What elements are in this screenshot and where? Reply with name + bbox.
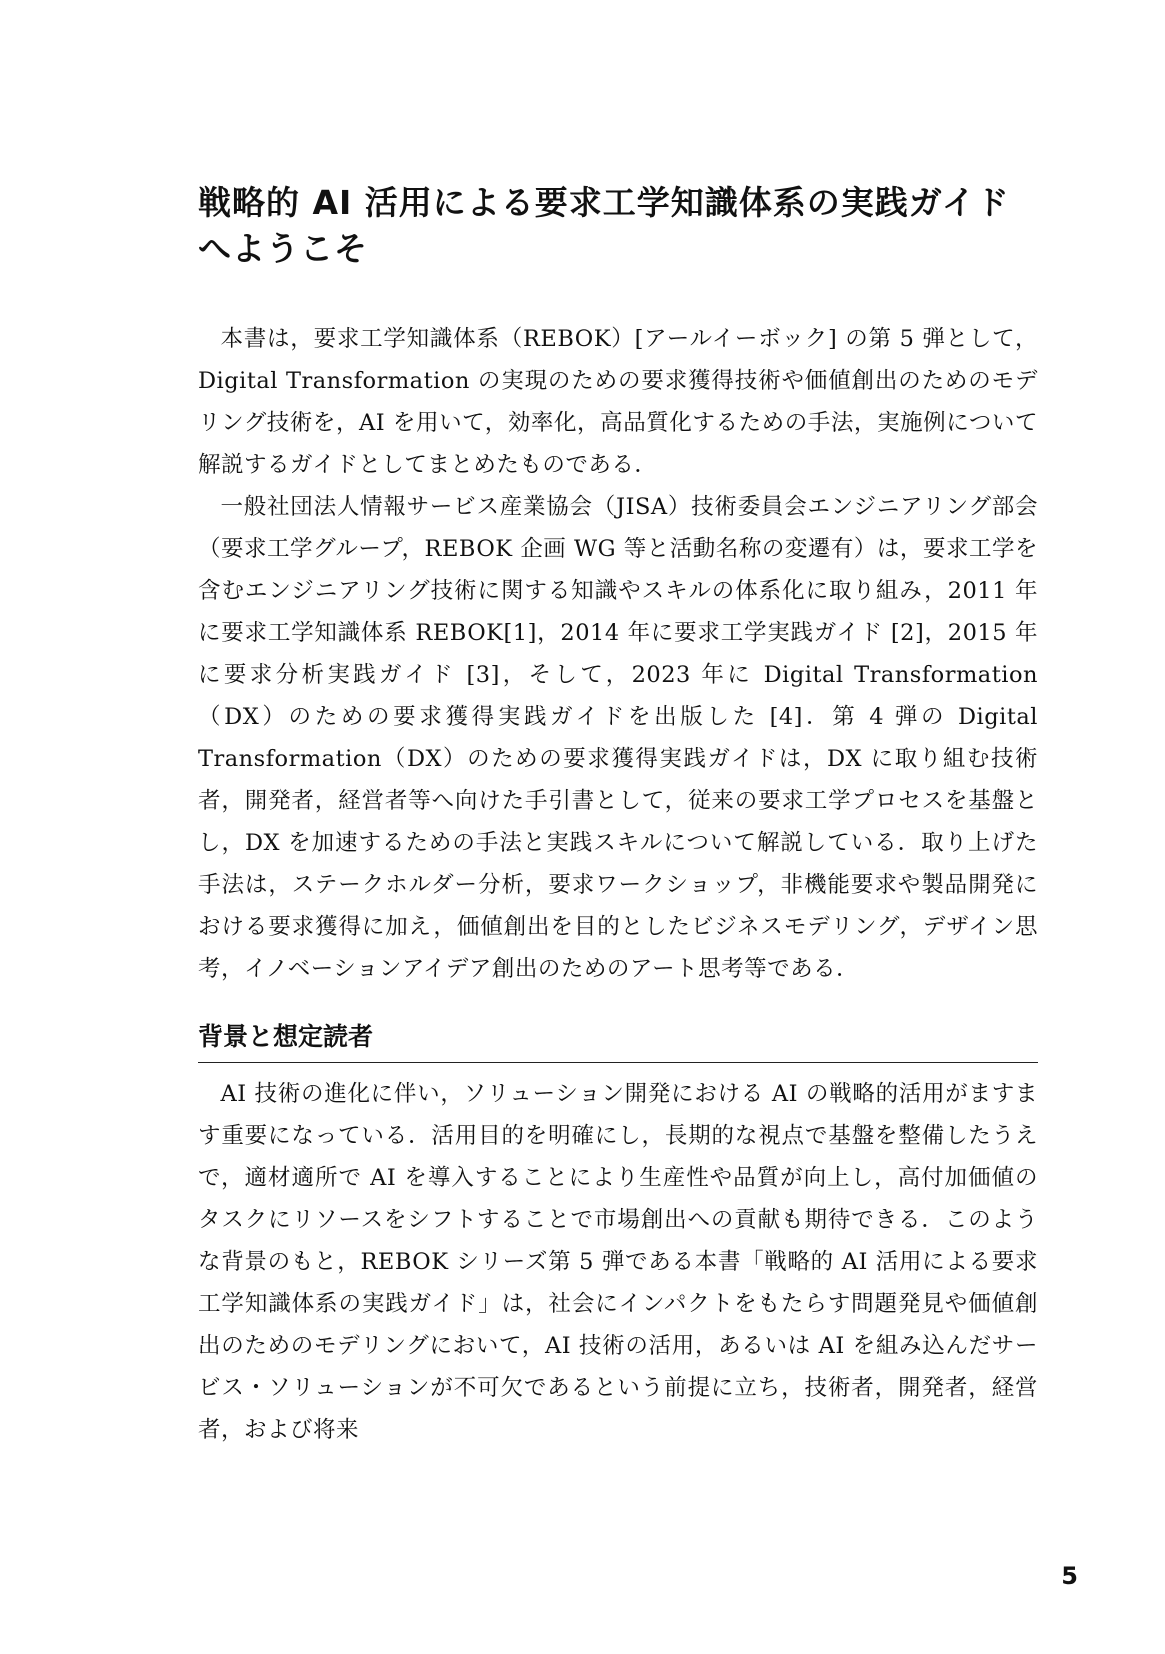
section-paragraph-1: AI 技術の進化に伴い，ソリューション開発における AI の戦略的活用がますます重要になっている．活用目的を明確にし，長期的な視点で基盤を整備したうえで，適材適所で AI を導入することにより生産性や品質が向上し，高付加価値のタスクにリソースをシフトすることで市場創出への貢献も期待できる．このような背景のもと，REBOK シリーズ第 5 弾である本書「戦略的 AI 活用による要求工学知識体系の実践ガイド」は，社会にインパクトをもたらす問題発見や価値創出のためのモデリングにおいて，AI 技術の活用，あるいは AI を組み込んだサービス・ソリューションが不可欠であるという前提に立ち，技術者，開発者，経営者，および将来 bbox=[198, 1081, 1038, 1443]
chapter-title: 戦略的 AI 活用による要求工学知識体系の実践ガイドへようこそ bbox=[198, 183, 1010, 268]
section-heading: 背景と想定読者 bbox=[198, 1020, 1038, 1063]
page-content bbox=[198, 180, 1038, 1451]
intro-paragraph-1: 本書は，要求工学知識体系（REBOK）[アールイーボック] の第 5 弾として，Digital Transformation の実現のための要求獲得技術や価値創出のためのモデリング技術を，AI を用いて，効率化，高品質化するための手法，実施例について解説するガイドとしてまとめたものである． bbox=[198, 326, 1038, 478]
page-number: 5 bbox=[1061, 1562, 1078, 1590]
intro-paragraph-2: 一般社団法人情報サービス産業協会（JISA）技術委員会エンジニアリング部会（要求工学グループ，REBOK 企画 WG 等と活動名称の変遷有）は，要求工学を含むエンジニアリング技術に関する知識やスキルの体系化に取り組み，2011 年に要求工学知識体系 REBOK[1]，2014 年に要求工学実践ガイド [2]，2015 年に要求分析実践ガイド [3]，そして，2023 年に Digital Transformation（DX）のための要求獲得実践ガイドを出版した [4]．第 4 弾の Digital Transformation（DX）のための要求獲得実践ガイドは，DX に取り組む技術者，開発者，経営者等へ向けた手引書として，従来の要求工学プロセスを基盤とし，DX を加速するための手法と実践スキルについて解説している．取り上げた手法は，ステークホルダー分析，要求ワークショップ，非機能要求や製品開発における要求獲得に加え，価値創出を目的としたビジネスモデリング，デザイン思考，イノベーションアイデア創出のためのアート思考等である． bbox=[198, 494, 1038, 982]
